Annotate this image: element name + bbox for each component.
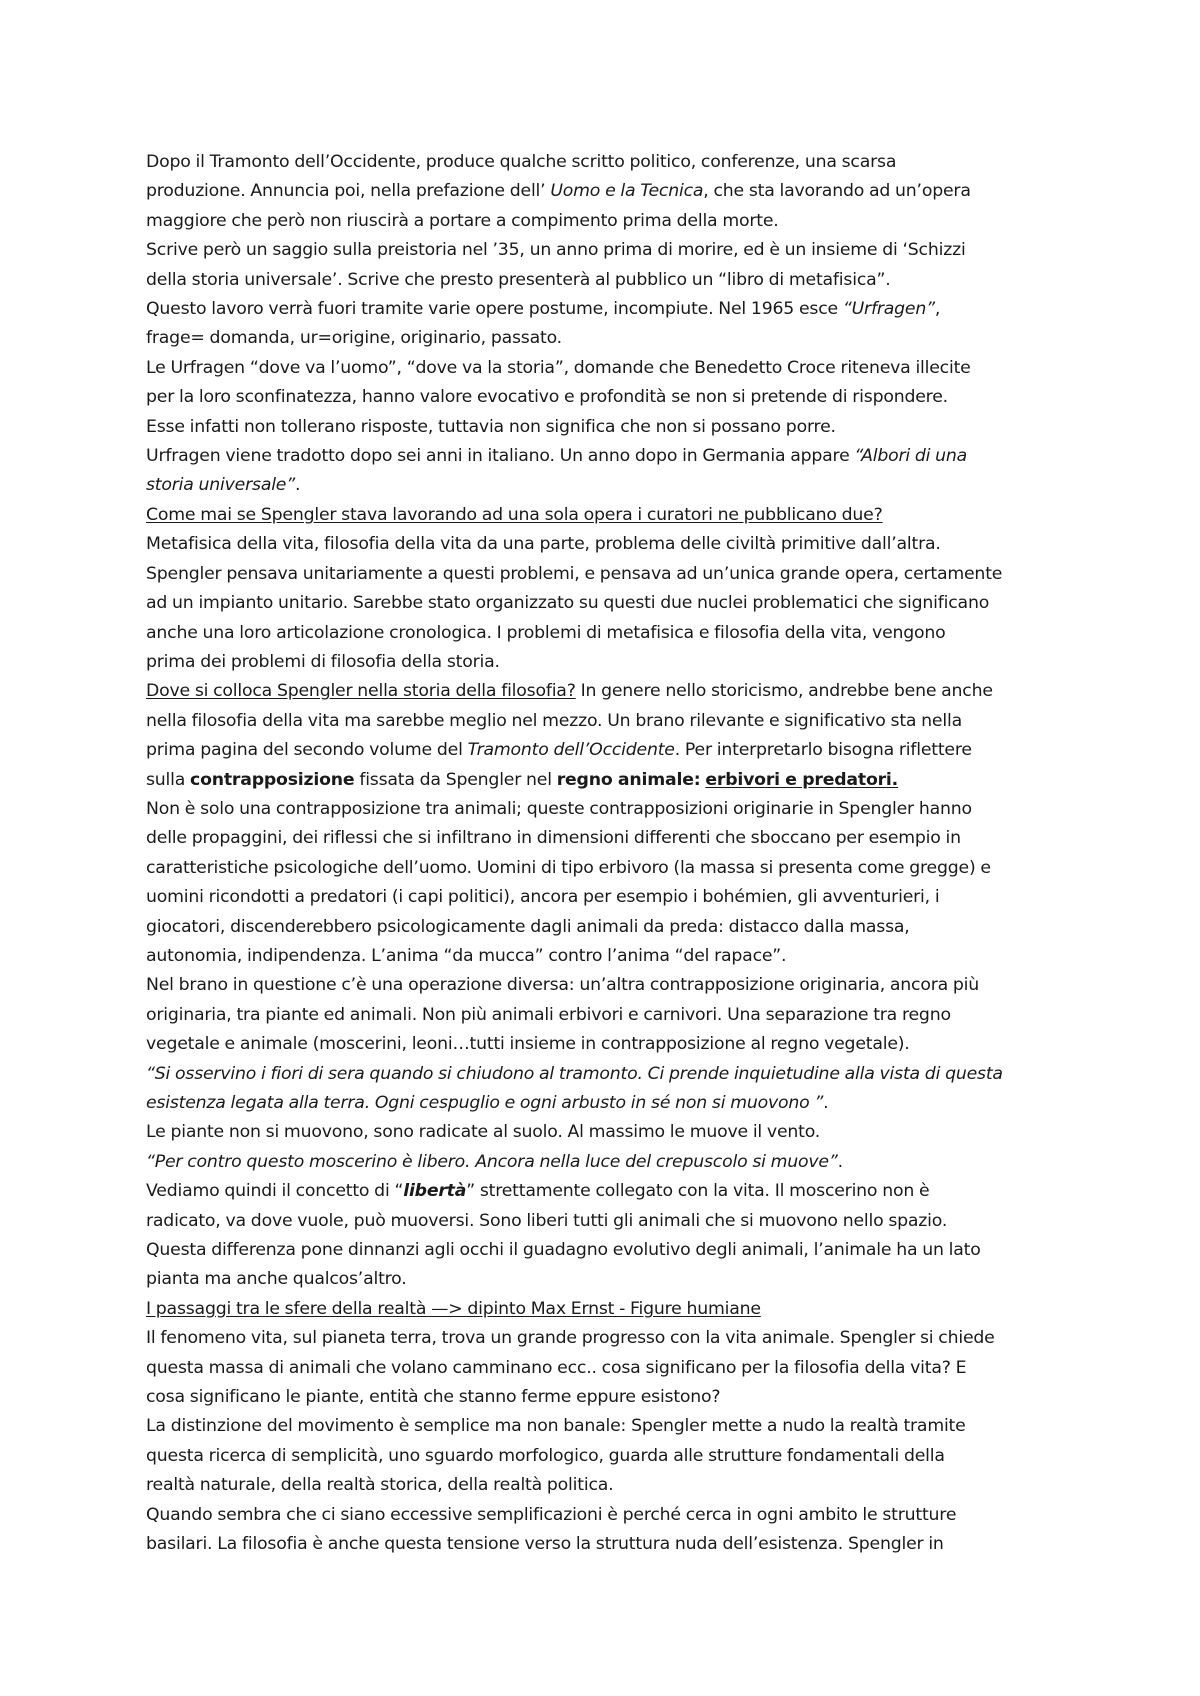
text-line (146, 324, 1066, 353)
text-run: autonomia, indipendenza. L’anima “da mucca” contro l’anima “del rapace”. (146, 945, 787, 966)
text-run: . (295, 475, 301, 496)
text-line (146, 413, 1066, 442)
text-line (146, 1324, 1066, 1353)
text-line (146, 1207, 1066, 1236)
text-line (146, 795, 1066, 824)
text-run: anche una loro articolazione cronologica. I problemi di metafisica e filosofia della vita, vengono (146, 622, 946, 643)
italic-text: Tramonto dell’Occidente (467, 740, 675, 761)
text-line (146, 236, 1066, 265)
text-run: Scrive però un saggio sulla preistoria nel ’35, un anno prima di morire, ed è un insieme di ‘Schizzi (146, 240, 966, 261)
text-line (146, 501, 1066, 530)
text-run: Quando sembra che ci siano eccessive semplificazioni è perché cerca in ogni ambito le strutture (146, 1504, 957, 1525)
underlined-text: erbivori e predatori. (705, 769, 899, 790)
text-run: . (823, 1093, 829, 1113)
text-run: Esse infatti non tollerano risposte, tuttavia non significa che non si possano porre. (146, 416, 836, 437)
text-line (146, 913, 1066, 942)
italic-text: esistenza legata alla terra. Ogni cespuglio e ogni arbusto in sé non si muovono ” (146, 1093, 824, 1113)
text-line (146, 707, 1066, 736)
text-line (146, 1089, 1066, 1118)
text-run: Le Urfragen “dove va l’uomo”, “dove va la storia”, domande che Benedetto Croce riteneva illecite (146, 357, 971, 378)
text-line (146, 1530, 1066, 1559)
text-line (146, 1383, 1066, 1412)
text-run: Il fenomeno vita, sul pianeta terra, trova un grande progresso con la vita animale. Spengler si chiede (146, 1328, 995, 1349)
text-run: . Per interpretarlo bisogna riflettere (674, 740, 972, 761)
text-line (146, 854, 1066, 883)
text-line (146, 648, 1066, 677)
text-run: produzione. Annuncia poi, nella prefazione dell’ (146, 181, 551, 202)
text-line (146, 177, 1066, 206)
text-run: sulla (146, 769, 191, 790)
text-line (146, 207, 1066, 236)
italic-text: “Albori di una (854, 446, 968, 467)
text-line (146, 736, 1066, 765)
text-run: originaria, tra piante ed animali. Non più animali erbivori e carnivori. Una separazione tra regno (146, 1004, 951, 1025)
text-run: della storia universale’. Scrive che presto presenterà al pubblico un “libro di metafisica”. (146, 269, 891, 290)
text-run: Vediamo quindi il concetto di “ (146, 1181, 404, 1202)
text-line (146, 971, 1066, 1000)
text-run: questa massa di animali che volano camminano ecc.. cosa significano per la filosofia della vita? E (146, 1357, 967, 1378)
text-line (146, 1265, 1066, 1294)
text-line (146, 148, 1066, 177)
text-run: Dopo il Tramonto dell’Occidente, produce qualche scritto politico, conferenze, una scarsa (146, 152, 897, 172)
text-line (146, 442, 1066, 471)
text-line (146, 1442, 1066, 1471)
text-run: vegetale e animale (moscerini, leoni…tutti insieme in contrapposizione al regno vegetale). (146, 1034, 910, 1055)
text-run: caratteristiche psicologiche dell’uomo. Uomini di tipo erbivoro (la massa si presenta come gregge) e (146, 857, 991, 878)
text-line (146, 1501, 1066, 1530)
text-run: ad un impianto unitario. Sarebbe stato organizzato su questi due nuclei problematici che significano (146, 593, 990, 614)
text-line (146, 677, 1066, 706)
text-run: questa ricerca di semplicità, uno sguardo morfologico, guarda alle strutture fondamentali della (146, 1445, 945, 1466)
text-run: , che sta lavorando ad un’opera (703, 181, 971, 202)
text-run: giocatori, discenderebbero psicologicamente dagli animali da preda: distacco dalla massa, (146, 916, 910, 937)
text-line (146, 1236, 1066, 1265)
text-run: Le piante non si muovono, sono radicate al suolo. Al massimo le muove il vento. (146, 1122, 821, 1143)
bold-text: libertà (403, 1181, 467, 1202)
text-run: prima pagina del secondo volume del (146, 740, 468, 761)
text-run: ” strettamente collegato con la vita. Il moscerino non è (466, 1181, 930, 1202)
text-run: , (934, 299, 941, 320)
text-run: radicato, va dove vuole, può muoversi. Sono liberi tutti gli animali che si muovono nello spazio. (146, 1210, 948, 1231)
text-run: Questa differenza pone dinnanzi agli occhi il guadagno evolutivo degli animali, l’animale ha un lato (146, 1240, 981, 1261)
text-line (146, 589, 1066, 618)
text-line (146, 942, 1066, 971)
bold-text: regno animale (556, 769, 694, 790)
text-line (146, 295, 1066, 324)
text-line (146, 1177, 1066, 1206)
text-run: . (837, 1151, 843, 1172)
document-body (146, 148, 1066, 1560)
italic-text: storia universale” (146, 475, 295, 496)
italic-text: “Urfragen” (842, 299, 935, 320)
text-run: frage= domanda, ur=origine, originario, passato. (146, 328, 562, 349)
text-line (146, 560, 1066, 589)
text-line (146, 530, 1066, 559)
text-run: La distinzione del movimento è semplice ma non banale: Spengler mette a nudo la realtà tramite (146, 1416, 966, 1437)
text-run: Nel brano in questione c’è una operazione diversa: un’altra contrapposizione originaria, ancora più (146, 975, 980, 996)
text-run: nella filosofia della vita ma sarebbe meglio nel mezzo. Un brano rilevante e significativo sta nella (146, 710, 962, 731)
text-run: fissata da Spengler nel (354, 769, 557, 790)
text-line (146, 766, 1066, 795)
text-line (146, 1148, 1066, 1177)
text-line (146, 1412, 1066, 1441)
text-line (146, 1354, 1066, 1383)
text-run: Spengler pensava unitariamente a questi problemi, e pensava ad un’unica grande opera, certamente (146, 563, 1003, 584)
text-run: cosa significano le piante, entità che stanno ferme eppure esistono? (146, 1387, 721, 1408)
text-run: realtà naturale, della realtà storica, della realtà politica. (146, 1475, 614, 1496)
text-line (146, 1118, 1066, 1147)
text-run: maggiore che però non riuscirà a portare a compimento prima della morte. (146, 210, 779, 231)
text-run: pianta ma anche qualcos’altro. (146, 1269, 407, 1290)
text-run: prima dei problemi di filosofia della storia. (146, 651, 500, 672)
text-line (146, 1060, 1066, 1089)
text-run: In genere nello storicismo, andrebbe bene anche (575, 681, 993, 702)
bold-text: : (693, 769, 701, 790)
text-run: uomini ricondotti a predatori (i capi politici), ancora per esempio i bohémien, gli avventurieri, i (146, 887, 940, 908)
bold-text: contrapposizione (190, 769, 355, 790)
text-line (146, 354, 1066, 383)
italic-text: Uomo e la Tecnica (550, 181, 704, 202)
text-line (146, 266, 1066, 295)
text-line (146, 824, 1066, 853)
text-run: Non è solo una contrapposizione tra animali; queste contrapposizioni originarie in Spengler hanno (146, 798, 972, 819)
text-line (146, 1295, 1066, 1324)
text-line (146, 883, 1066, 912)
italic-text: “Si osservino i fiori di sera quando si chiudono al tramonto. Ci prende inquietudine alla vista di questa (146, 1063, 1003, 1084)
text-line (146, 1471, 1066, 1500)
text-run: basilari. La filosofia è anche questa tensione verso la struttura nuda dell’esistenza. Spengler in (146, 1534, 944, 1555)
text-run: per la loro sconfinatezza, hanno valore evocativo e profondità se non si pretende di rispondere. (146, 387, 948, 408)
underlined-text: Come mai se Spengler stava lavorando ad una sola opera i curatori ne pubblicano due? (146, 504, 883, 525)
underlined-text: Dove si colloca Spengler nella storia della filosofia? (146, 681, 576, 702)
text-line (146, 1001, 1066, 1030)
text-run: Metafisica della vita, filosofia della vita da una parte, problema delle civiltà primitive dall’altra. (146, 534, 941, 555)
text-line (146, 1030, 1066, 1059)
text-line (146, 471, 1066, 500)
italic-text: “Per contro questo moscerino è libero. Ancora nella luce del crepuscolo si muove” (146, 1151, 838, 1172)
text-run: Questo lavoro verrà fuori tramite varie opere postume, incompiute. Nel 1965 esce (146, 299, 843, 320)
text-run: delle propaggini, dei riflessi che si infiltrano in dimensioni differenti che sboccano per esempio in (146, 828, 961, 849)
underlined-text: I passaggi tra le sfere della realtà —> dipinto Max Ernst - Figure humiane (146, 1298, 761, 1319)
text-run: Urfragen viene tradotto dopo sei anni in italiano. Un anno dopo in Germania appare (146, 446, 855, 467)
text-line (146, 383, 1066, 412)
text-line (146, 619, 1066, 648)
